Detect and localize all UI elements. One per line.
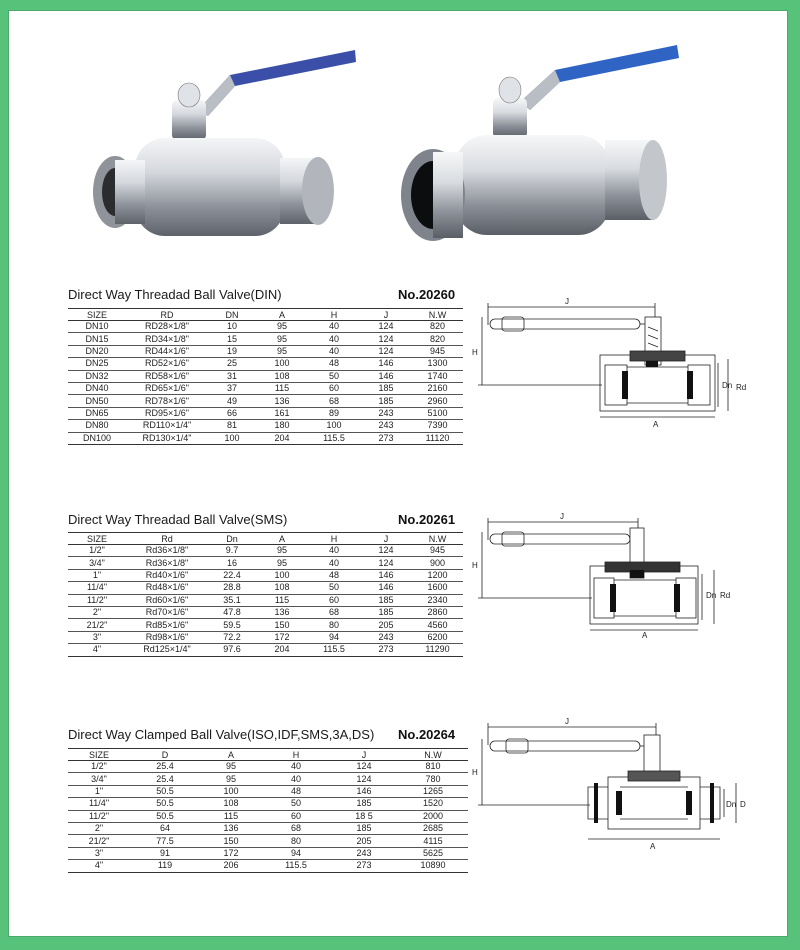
section-1-title: Direct Way Threadad Ball Valve(DIN) xyxy=(68,287,282,302)
table-cell: 4" xyxy=(68,644,126,656)
table-row xyxy=(68,606,463,618)
table-cell: DN65 xyxy=(68,407,126,419)
table-cell: 900 xyxy=(412,557,463,569)
table-header-row xyxy=(68,533,463,545)
table-cell: 146 xyxy=(360,358,412,370)
table-cell: 40 xyxy=(308,333,360,345)
table-cell: 35.1 xyxy=(208,594,256,606)
table-cell: Rd36×1/8" xyxy=(126,557,208,569)
table-cell: 81 xyxy=(208,420,256,432)
table-cell: DN25 xyxy=(68,358,126,370)
table-cell: 94 xyxy=(308,631,360,643)
dim-j-label: J xyxy=(565,717,569,726)
table-row xyxy=(68,557,463,569)
dim-rd-label: Rd xyxy=(736,383,747,392)
table-cell: 4" xyxy=(68,860,130,872)
table-row xyxy=(68,594,463,606)
col-a: A xyxy=(256,309,308,321)
table-cell: 146 xyxy=(360,582,412,594)
table-cell: 136 xyxy=(256,606,308,618)
table-cell: 16 xyxy=(208,557,256,569)
table-cell: 124 xyxy=(360,321,412,333)
table-cell: 11/2" xyxy=(68,810,130,822)
sms-valve-drawing xyxy=(470,510,770,645)
table-cell: RD44×1/6" xyxy=(126,345,208,357)
table-row xyxy=(68,847,468,859)
table-cell: 40 xyxy=(262,773,330,785)
table-cell: 5625 xyxy=(398,847,468,859)
table-cell: 10 xyxy=(208,321,256,333)
col-size: SIZE xyxy=(68,533,126,545)
table-cell: 3" xyxy=(68,631,126,643)
table-cell: 810 xyxy=(398,761,468,773)
dim-h-label: H xyxy=(472,768,478,777)
spec-table-sms xyxy=(68,532,463,657)
col-j: J xyxy=(360,309,412,321)
table-cell: 136 xyxy=(256,395,308,407)
table-cell: 124 xyxy=(360,345,412,357)
table-cell: 7390 xyxy=(412,420,463,432)
table-cell: 2685 xyxy=(398,822,468,834)
table-row xyxy=(68,785,468,797)
table-cell: RD34×1/8" xyxy=(126,333,208,345)
table-row xyxy=(68,835,468,847)
table-cell: 91 xyxy=(130,847,200,859)
col-dn: DN xyxy=(208,309,256,321)
table-row xyxy=(68,358,463,370)
table-cell: 19 xyxy=(208,345,256,357)
col-nw: N.W xyxy=(412,309,463,321)
table-cell: RD52×1/6" xyxy=(126,358,208,370)
table-cell: 50 xyxy=(262,798,330,810)
table-cell: 2160 xyxy=(412,382,463,394)
table-cell: 4560 xyxy=(412,619,463,631)
table-cell: 115 xyxy=(256,382,308,394)
table-cell: 50.5 xyxy=(130,785,200,797)
col-nw: N.W xyxy=(412,533,463,545)
col-size: SIZE xyxy=(68,309,126,321)
table-cell: DN20 xyxy=(68,345,126,357)
col-d: D xyxy=(130,749,200,761)
table-body xyxy=(68,545,463,657)
table-cell: 10890 xyxy=(398,860,468,872)
table-cell: 60 xyxy=(308,594,360,606)
table-cell: 100 xyxy=(200,785,262,797)
col-dn: Dn xyxy=(208,533,256,545)
table-row xyxy=(68,631,463,643)
table-cell: 94 xyxy=(262,847,330,859)
table-cell: 180 xyxy=(256,420,308,432)
section-2-title: Direct Way Threadad Ball Valve(SMS) xyxy=(68,512,288,527)
table-cell: DN40 xyxy=(68,382,126,394)
table-cell: 37 xyxy=(208,382,256,394)
table-cell: 25.4 xyxy=(130,761,200,773)
table-cell: 47.8 xyxy=(208,606,256,618)
table-row xyxy=(68,860,468,872)
table-cell: 21/2" xyxy=(68,619,126,631)
table-cell: 206 xyxy=(200,860,262,872)
table-cell: 124 xyxy=(360,557,412,569)
table-cell: 150 xyxy=(200,835,262,847)
table-cell: 1600 xyxy=(412,582,463,594)
table-cell: 161 xyxy=(256,407,308,419)
clamped-valve-drawing xyxy=(470,715,770,855)
col-size: SIZE xyxy=(68,749,130,761)
spec-table-din xyxy=(68,308,463,445)
table-cell: 2000 xyxy=(398,810,468,822)
table-row xyxy=(68,333,463,345)
table-cell: 108 xyxy=(200,798,262,810)
table-row xyxy=(68,798,468,810)
table-cell: 95 xyxy=(200,761,262,773)
table-cell: 146 xyxy=(360,370,412,382)
table-row xyxy=(68,345,463,357)
table-cell: 172 xyxy=(256,631,308,643)
table-cell: 115.5 xyxy=(308,644,360,656)
table-cell: 49 xyxy=(208,395,256,407)
table-cell: 68 xyxy=(308,606,360,618)
clamped-ball-valve-photo xyxy=(80,40,365,250)
dim-j-label: J xyxy=(565,297,569,306)
table-cell: 185 xyxy=(330,822,398,834)
col-h: H xyxy=(308,309,360,321)
table-row xyxy=(68,321,463,333)
table-row xyxy=(68,382,463,394)
table-cell: 50 xyxy=(308,582,360,594)
dim-rd-label: Rd xyxy=(720,591,731,600)
col-j: J xyxy=(360,533,412,545)
table-cell: 59.5 xyxy=(208,619,256,631)
table-cell: 146 xyxy=(330,785,398,797)
table-cell: 21/2" xyxy=(68,835,130,847)
table-cell: 5100 xyxy=(412,407,463,419)
table-row xyxy=(68,822,468,834)
table-cell: 115 xyxy=(200,810,262,822)
table-cell: Rd85×1/6" xyxy=(126,619,208,631)
table-cell: 95 xyxy=(256,545,308,557)
table-cell: 48 xyxy=(308,569,360,581)
table-cell: 1520 xyxy=(398,798,468,810)
section-1-number: No.20260 xyxy=(398,287,456,302)
dim-dn-label: Dn xyxy=(706,591,717,600)
table-cell: 31 xyxy=(208,370,256,382)
table-cell: 15 xyxy=(208,333,256,345)
table-cell: RD65×1/6" xyxy=(126,382,208,394)
col-j: J xyxy=(330,749,398,761)
table-cell: 185 xyxy=(330,798,398,810)
table-cell: 89 xyxy=(308,407,360,419)
table-cell: 40 xyxy=(308,545,360,557)
table-header-row xyxy=(68,309,463,321)
table-cell: DN32 xyxy=(68,370,126,382)
table-cell: DN15 xyxy=(68,333,126,345)
table-cell: 50.5 xyxy=(130,810,200,822)
table-cell: 185 xyxy=(360,594,412,606)
table-row xyxy=(68,420,463,432)
table-cell: 48 xyxy=(262,785,330,797)
table-cell: Rd70×1/6" xyxy=(126,606,208,618)
table-body xyxy=(68,761,468,873)
table-cell: 6200 xyxy=(412,631,463,643)
table-cell: 97.6 xyxy=(208,644,256,656)
table-cell: DN80 xyxy=(68,420,126,432)
table-cell: 2960 xyxy=(412,395,463,407)
col-nw: N.W xyxy=(398,749,468,761)
table-cell: 3" xyxy=(68,847,130,859)
table-cell: 108 xyxy=(256,582,308,594)
table-cell: 60 xyxy=(308,382,360,394)
table-cell: 1200 xyxy=(412,569,463,581)
table-row xyxy=(68,370,463,382)
dim-dn-label: Dn xyxy=(722,381,733,390)
table-cell: 4115 xyxy=(398,835,468,847)
col-a: A xyxy=(200,749,262,761)
table-cell: 146 xyxy=(360,569,412,581)
table-cell: 11290 xyxy=(412,644,463,656)
table-cell: 119 xyxy=(130,860,200,872)
table-cell: 185 xyxy=(360,395,412,407)
table-cell: 95 xyxy=(256,321,308,333)
table-row xyxy=(68,582,463,594)
table-cell: 25.4 xyxy=(130,773,200,785)
table-cell: 22.4 xyxy=(208,569,256,581)
table-cell: 18 5 xyxy=(330,810,398,822)
table-cell: 77.5 xyxy=(130,835,200,847)
table-row xyxy=(68,395,463,407)
col-h: H xyxy=(262,749,330,761)
table-cell: 68 xyxy=(262,822,330,834)
section-3-number: No.20264 xyxy=(398,727,456,742)
col-h: H xyxy=(308,533,360,545)
table-cell: 780 xyxy=(398,773,468,785)
table-cell: 95 xyxy=(256,345,308,357)
table-header-row xyxy=(68,749,468,761)
table-cell: 2" xyxy=(68,606,126,618)
table-row xyxy=(68,773,468,785)
dim-a-label: A xyxy=(653,420,659,429)
table-cell: DN50 xyxy=(68,395,126,407)
table-cell: 945 xyxy=(412,345,463,357)
table-cell: 204 xyxy=(256,432,308,444)
table-cell: Rd60×1/6" xyxy=(126,594,208,606)
table-cell: RD130×1/4" xyxy=(126,432,208,444)
table-cell: 25 xyxy=(208,358,256,370)
table-cell: 72.2 xyxy=(208,631,256,643)
table-cell: 172 xyxy=(200,847,262,859)
table-row xyxy=(68,545,463,557)
table-cell: 3/4" xyxy=(68,557,126,569)
table-cell: RD95×1/6" xyxy=(126,407,208,419)
table-cell: 11/4" xyxy=(68,582,126,594)
table-cell: 48 xyxy=(308,358,360,370)
table-cell: 1/2" xyxy=(68,761,130,773)
dim-d-label: D xyxy=(740,800,746,809)
table-cell: 204 xyxy=(256,644,308,656)
table-cell: 243 xyxy=(330,847,398,859)
col-rd: RD xyxy=(126,309,208,321)
table-cell: 124 xyxy=(330,761,398,773)
table-cell: 68 xyxy=(308,395,360,407)
table-cell: 40 xyxy=(262,761,330,773)
col-a: A xyxy=(256,533,308,545)
dim-j-label: J xyxy=(560,512,564,521)
spec-table-clamped xyxy=(68,748,468,873)
table-cell: 80 xyxy=(308,619,360,631)
table-cell: 50 xyxy=(308,370,360,382)
table-cell: 273 xyxy=(330,860,398,872)
dim-a-label: A xyxy=(650,842,656,851)
table-cell: Rd98×1/6" xyxy=(126,631,208,643)
table-cell: RD58×1/6" xyxy=(126,370,208,382)
table-row xyxy=(68,810,468,822)
table-cell: 100 xyxy=(256,358,308,370)
section-2-number: No.20261 xyxy=(398,512,456,527)
table-cell: 11/2" xyxy=(68,594,126,606)
table-cell: 115.5 xyxy=(308,432,360,444)
table-cell: 185 xyxy=(360,606,412,618)
table-cell: 2860 xyxy=(412,606,463,618)
dim-a-label: A xyxy=(642,631,648,640)
col-rd: Rd xyxy=(126,533,208,545)
table-cell: 205 xyxy=(360,619,412,631)
table-cell: 60 xyxy=(262,810,330,822)
table-cell: Rd40×1/6" xyxy=(126,569,208,581)
table-cell: 40 xyxy=(308,345,360,357)
table-cell: 3/4" xyxy=(68,773,130,785)
table-cell: 66 xyxy=(208,407,256,419)
table-row xyxy=(68,619,463,631)
table-cell: DN10 xyxy=(68,321,126,333)
table-cell: 100 xyxy=(308,420,360,432)
table-cell: Rd125×1/4" xyxy=(126,644,208,656)
table-cell: 150 xyxy=(256,619,308,631)
table-row xyxy=(68,569,463,581)
table-cell: 40 xyxy=(308,321,360,333)
table-cell: 2" xyxy=(68,822,130,834)
table-cell: 2340 xyxy=(412,594,463,606)
table-cell: 1265 xyxy=(398,785,468,797)
table-cell: 11/4" xyxy=(68,798,130,810)
table-cell: 115.5 xyxy=(262,860,330,872)
table-cell: 124 xyxy=(330,773,398,785)
table-cell: 243 xyxy=(360,420,412,432)
table-cell: RD28×1/8" xyxy=(126,321,208,333)
table-cell: 95 xyxy=(256,333,308,345)
table-cell: 243 xyxy=(360,407,412,419)
table-cell: 100 xyxy=(208,432,256,444)
table-cell: 820 xyxy=(412,333,463,345)
table-cell: 1/2" xyxy=(68,545,126,557)
table-cell: 945 xyxy=(412,545,463,557)
table-cell: 1740 xyxy=(412,370,463,382)
table-row xyxy=(68,407,463,419)
dim-h-label: H xyxy=(472,348,478,357)
table-cell: 124 xyxy=(360,545,412,557)
table-cell: 115 xyxy=(256,594,308,606)
table-cell: 95 xyxy=(200,773,262,785)
table-cell: 80 xyxy=(262,835,330,847)
table-cell: 136 xyxy=(200,822,262,834)
table-cell: 205 xyxy=(330,835,398,847)
table-cell: 28.8 xyxy=(208,582,256,594)
table-cell: 243 xyxy=(360,631,412,643)
table-cell: 50.5 xyxy=(130,798,200,810)
dim-dn-label: Dn xyxy=(726,800,737,809)
table-cell: DN100 xyxy=(68,432,126,444)
table-cell: 100 xyxy=(256,569,308,581)
table-cell: 9.7 xyxy=(208,545,256,557)
table-cell: 185 xyxy=(360,382,412,394)
table-cell: 1300 xyxy=(412,358,463,370)
table-cell: 64 xyxy=(130,822,200,834)
table-cell: 95 xyxy=(256,557,308,569)
table-cell: 108 xyxy=(256,370,308,382)
table-cell: Rd48×1/6" xyxy=(126,582,208,594)
dim-h-label: H xyxy=(472,561,478,570)
table-cell: 1" xyxy=(68,785,130,797)
table-row xyxy=(68,432,463,444)
section-3-title: Direct Way Clamped Ball Valve(ISO,IDF,SMS,3A,DS) xyxy=(68,727,375,742)
table-cell: RD78×1/6" xyxy=(126,395,208,407)
table-cell: 40 xyxy=(308,557,360,569)
table-cell: Rd36×1/8" xyxy=(126,545,208,557)
table-cell: 124 xyxy=(360,333,412,345)
table-row xyxy=(68,761,468,773)
table-row xyxy=(68,644,463,656)
table-cell: RD110×1/4" xyxy=(126,420,208,432)
table-body xyxy=(68,321,463,445)
table-cell: 1" xyxy=(68,569,126,581)
threaded-ball-valve-photo xyxy=(395,40,685,250)
table-cell: 11120 xyxy=(412,432,463,444)
din-valve-drawing xyxy=(470,295,770,430)
table-cell: 273 xyxy=(360,432,412,444)
table-cell: 820 xyxy=(412,321,463,333)
table-cell: 273 xyxy=(360,644,412,656)
